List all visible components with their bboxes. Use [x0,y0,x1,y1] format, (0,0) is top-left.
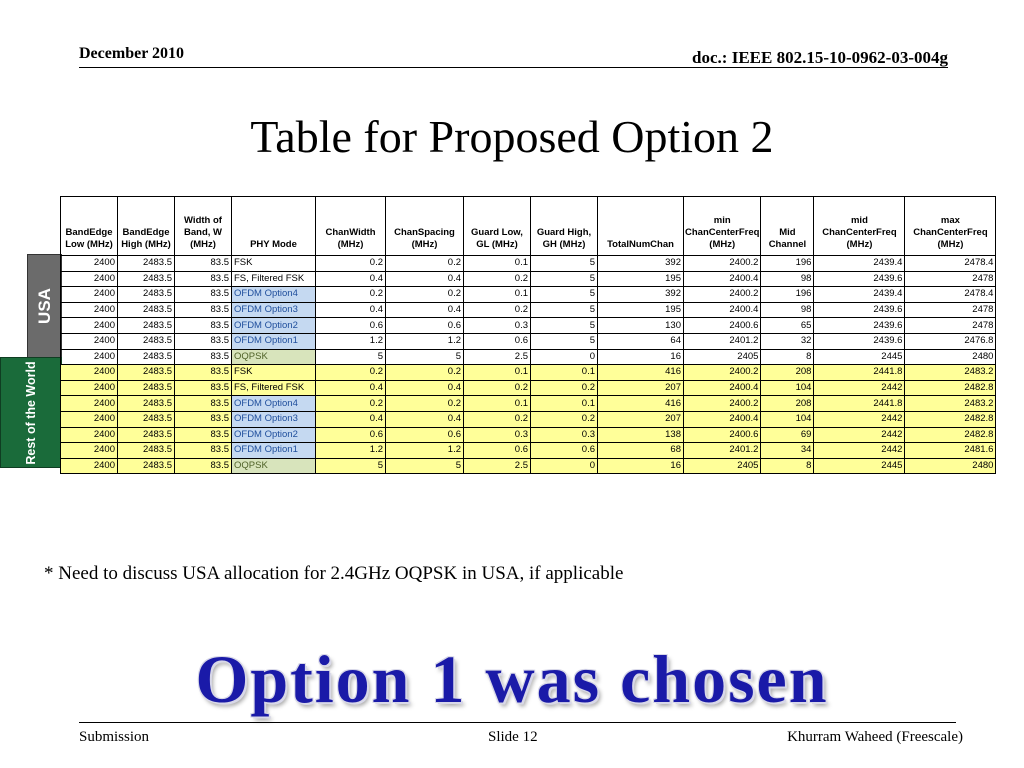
table-cell: 207 [598,411,684,427]
table-cell: 0.2 [386,396,464,412]
decision-banner: Option 1 was chosen [195,641,829,717]
table-cell: 83.5 [175,411,232,427]
table-cell: 16 [598,349,684,365]
column-header: Guard High, GH (MHz) [531,197,598,256]
slide-title: Table for Proposed Option 2 [250,111,774,162]
table-cell: 83.5 [175,365,232,381]
table-cell: 83.5 [175,271,232,287]
table-cell: 2439.6 [814,271,905,287]
table-cell: 68 [598,443,684,459]
column-header: TotalNumChan [598,197,684,256]
table-cell: 1.2 [386,443,464,459]
footer-submission: Submission [79,729,150,745]
table-cell: 83.5 [175,443,232,459]
table-row [61,365,996,381]
table-cell: 2478 [905,271,996,287]
table-cell: 5 [531,333,598,349]
table-cell: 5 [531,256,598,272]
table-cell: 5 [386,349,464,365]
phy-mode-cell: OFDM Option1 [232,443,316,459]
region-label-rest-of-world [0,357,62,468]
phy-mode-cell: OQPSK [232,458,316,474]
phy-mode-cell: OQPSK [232,349,316,365]
table-cell: 2400 [61,380,118,396]
table-cell: 2400 [61,411,118,427]
table-cell: 2400 [61,287,118,303]
table-cell: 2400.6 [684,318,761,334]
table-cell: 0.2 [386,365,464,381]
table-cell: 2400.2 [684,287,761,303]
table-cell: 2400 [61,333,118,349]
table-cell: 2400 [61,318,118,334]
table-cell: 0.2 [464,411,531,427]
region-label-row-text: Rest of the World [24,360,38,465]
table-cell: 2400 [61,349,118,365]
table-cell: 130 [598,318,684,334]
phy-mode-cell: OFDM Option4 [232,287,316,303]
table-cell: 83.5 [175,287,232,303]
table-cell: 0.4 [316,411,386,427]
table-row [61,318,996,334]
table-cell: 0.6 [316,427,386,443]
table-cell: 0.3 [464,318,531,334]
region-label-usa-text: USA [34,288,54,324]
table-cell: 2483.5 [118,365,175,381]
table-cell: 0.2 [316,256,386,272]
table-cell: 2400.4 [684,380,761,396]
table-cell: 2441.8 [814,365,905,381]
table-cell: 83.5 [175,256,232,272]
table-cell: 2400.4 [684,411,761,427]
table-cell: 0.2 [316,365,386,381]
table-cell: 208 [761,396,814,412]
table-cell: 5 [386,458,464,474]
table-cell: 2441.8 [814,396,905,412]
table-cell: 2400 [61,443,118,459]
column-header: BandEdge High (MHz) [118,197,175,256]
table-cell: 2439.6 [814,318,905,334]
table-cell: 2.5 [464,458,531,474]
table-cell: 0.3 [464,427,531,443]
phy-mode-cell: FS, Filtered FSK [232,271,316,287]
table-row [61,458,996,474]
table-cell: 2483.2 [905,365,996,381]
column-header: Mid Channel [761,197,814,256]
phy-mode-cell: OFDM Option3 [232,411,316,427]
table-cell: 2439.4 [814,287,905,303]
column-header: mid ChanCenterFreq (MHz) [814,197,905,256]
table-cell: 2480 [905,349,996,365]
region-label-usa [27,254,62,358]
table-row [61,349,996,365]
table-cell: 1.2 [316,443,386,459]
table-cell: 2401.2 [684,333,761,349]
footer-slide-number: Slide 12 [488,729,538,745]
table-cell: 0.2 [386,287,464,303]
table-cell: 0.1 [464,287,531,303]
table-cell: 0.1 [531,396,598,412]
table-header-row [61,197,996,256]
table-row [61,271,996,287]
table-cell: 2483.5 [118,443,175,459]
table-cell: 195 [598,302,684,318]
table-cell: 0.2 [464,380,531,396]
table-cell: 2483.5 [118,349,175,365]
table-cell: 8 [761,458,814,474]
table-cell: 2405 [684,458,761,474]
table-cell: 5 [531,318,598,334]
table-cell: 98 [761,302,814,318]
table-row [61,411,996,427]
table-cell: 5 [531,302,598,318]
table-cell: 2482.8 [905,411,996,427]
table-cell: 0.4 [316,380,386,396]
table-cell: 0.3 [531,427,598,443]
table-cell: 2400.2 [684,256,761,272]
table-cell: 207 [598,380,684,396]
header-doc-id: doc.: IEEE 802.15-10-0962-03-004g [692,48,948,67]
table-cell: 2439.6 [814,333,905,349]
footer-divider [79,722,956,723]
table-cell: 2442 [814,427,905,443]
table-row [61,427,996,443]
table-cell: 2445 [814,458,905,474]
table-cell: 2.5 [464,349,531,365]
table-cell: 416 [598,365,684,381]
table-cell: 2401.2 [684,443,761,459]
table-cell: 2483.2 [905,396,996,412]
table-row [61,443,996,459]
table-cell: 0 [531,349,598,365]
table-cell: 5 [531,271,598,287]
table-cell: 0.2 [464,302,531,318]
phy-mode-cell: FS, Filtered FSK [232,380,316,396]
table-cell: 2400 [61,302,118,318]
table-row [61,287,996,303]
table-cell: 98 [761,271,814,287]
table-cell: 196 [761,256,814,272]
table-cell: 0.1 [464,256,531,272]
table-cell: 2476.8 [905,333,996,349]
table-cell: 0.4 [316,302,386,318]
table-cell: 2400.6 [684,427,761,443]
table-cell: 65 [761,318,814,334]
table-cell: 2400 [61,458,118,474]
table-cell: 16 [598,458,684,474]
table-cell: 0.4 [386,271,464,287]
table-body [61,256,996,474]
phy-mode-cell: OFDM Option2 [232,427,316,443]
table-cell: 2405 [684,349,761,365]
table-cell: 5 [531,287,598,303]
table-row [61,256,996,272]
column-header: ChanSpacing (MHz) [386,197,464,256]
table-cell: 0.1 [464,396,531,412]
table-row [61,333,996,349]
table-cell: 0.1 [531,365,598,381]
table-cell: 2483.5 [118,287,175,303]
table-cell: 0.2 [316,287,386,303]
column-header: BandEdge Low (MHz) [61,197,118,256]
column-header: PHY Mode [232,197,316,256]
phy-mode-cell: FSK [232,365,316,381]
table-cell: 0.2 [531,411,598,427]
table-cell: 34 [761,443,814,459]
table-cell: 83.5 [175,380,232,396]
table-cell: 0.2 [531,380,598,396]
table-cell: 0 [531,458,598,474]
table-cell: 2478.4 [905,256,996,272]
table-row [61,396,996,412]
table-cell: 2478 [905,318,996,334]
table-cell: 5 [316,458,386,474]
header-date: December 2010 [79,45,184,62]
phy-mode-cell: OFDM Option3 [232,302,316,318]
table-row [61,380,996,396]
table-cell: 2483.5 [118,458,175,474]
table-cell: 0.1 [464,365,531,381]
table-cell: 8 [761,349,814,365]
table-cell: 195 [598,271,684,287]
phy-mode-cell: OFDM Option2 [232,318,316,334]
table-cell: 2482.8 [905,380,996,396]
column-header: min ChanCenterFreq (MHz) [684,197,761,256]
table-cell: 2400 [61,396,118,412]
table-cell: 0.6 [464,333,531,349]
table-cell: 83.5 [175,458,232,474]
table-cell: 0.6 [464,443,531,459]
table-cell: 2483.5 [118,396,175,412]
column-header: Width of Band, W (MHz) [175,197,232,256]
table-cell: 2483.5 [118,256,175,272]
table-cell: 2483.5 [118,318,175,334]
table-cell: 2445 [814,349,905,365]
phy-mode-cell: OFDM Option4 [232,396,316,412]
table-cell: 2442 [814,380,905,396]
table-cell: 2478.4 [905,287,996,303]
table-cell: 416 [598,396,684,412]
table-cell: 2483.5 [118,333,175,349]
table-cell: 2483.5 [118,427,175,443]
table-row [61,302,996,318]
table-cell: 2400 [61,271,118,287]
table-cell: 2400.2 [684,365,761,381]
table-cell: 0.4 [386,411,464,427]
table-cell: 2442 [814,443,905,459]
phy-mode-cell: OFDM Option1 [232,333,316,349]
table-cell: 0.6 [316,318,386,334]
table-cell: 0.2 [316,396,386,412]
header-divider [79,67,948,68]
table-cell: 0.6 [531,443,598,459]
table-cell: 196 [761,287,814,303]
footer-author: Khurram Waheed (Freescale) [787,729,963,745]
table-cell: 2439.4 [814,256,905,272]
table-cell: 0.6 [386,427,464,443]
table-cell: 2400.4 [684,302,761,318]
table-cell: 2483.5 [118,411,175,427]
table-cell: 83.5 [175,333,232,349]
table-cell: 2439.6 [814,302,905,318]
table-cell: 104 [761,380,814,396]
table-cell: 208 [761,365,814,381]
table-cell: 64 [598,333,684,349]
phy-mode-cell: FSK [232,256,316,272]
table-cell: 2442 [814,411,905,427]
table-cell: 83.5 [175,427,232,443]
table-cell: 0.2 [464,271,531,287]
table-cell: 2481.6 [905,443,996,459]
table-cell: 392 [598,256,684,272]
table-cell: 1.2 [316,333,386,349]
table-cell: 83.5 [175,302,232,318]
column-header: max ChanCenterFreq (MHz) [905,197,996,256]
footnote: * Need to discuss USA allocation for 2.4GHz OQPSK in USA, if applicable [44,563,624,584]
table-head [61,197,996,256]
table-cell: 83.5 [175,318,232,334]
table-cell: 104 [761,411,814,427]
table-cell: 2478 [905,302,996,318]
table-cell: 5 [316,349,386,365]
table-cell: 2400 [61,427,118,443]
table-cell: 0.4 [386,302,464,318]
channel-table-wrapper [60,196,996,474]
channel-table [60,196,996,474]
table-cell: 2400.4 [684,271,761,287]
table-cell: 2482.8 [905,427,996,443]
table-cell: 0.4 [386,380,464,396]
column-header: ChanWidth (MHz) [316,197,386,256]
table-cell: 2400 [61,256,118,272]
table-cell: 2483.5 [118,302,175,318]
table-cell: 138 [598,427,684,443]
table-cell: 69 [761,427,814,443]
table-cell: 1.2 [386,333,464,349]
table-cell: 0.2 [386,256,464,272]
table-cell: 2483.5 [118,380,175,396]
table-cell: 2480 [905,458,996,474]
table-cell: 32 [761,333,814,349]
column-header: Guard Low, GL (MHz) [464,197,531,256]
table-cell: 392 [598,287,684,303]
table-cell: 83.5 [175,349,232,365]
table-cell: 2400.2 [684,396,761,412]
table-cell: 0.6 [386,318,464,334]
table-cell: 0.4 [316,271,386,287]
table-cell: 2483.5 [118,271,175,287]
table-cell: 83.5 [175,396,232,412]
table-cell: 2400 [61,365,118,381]
